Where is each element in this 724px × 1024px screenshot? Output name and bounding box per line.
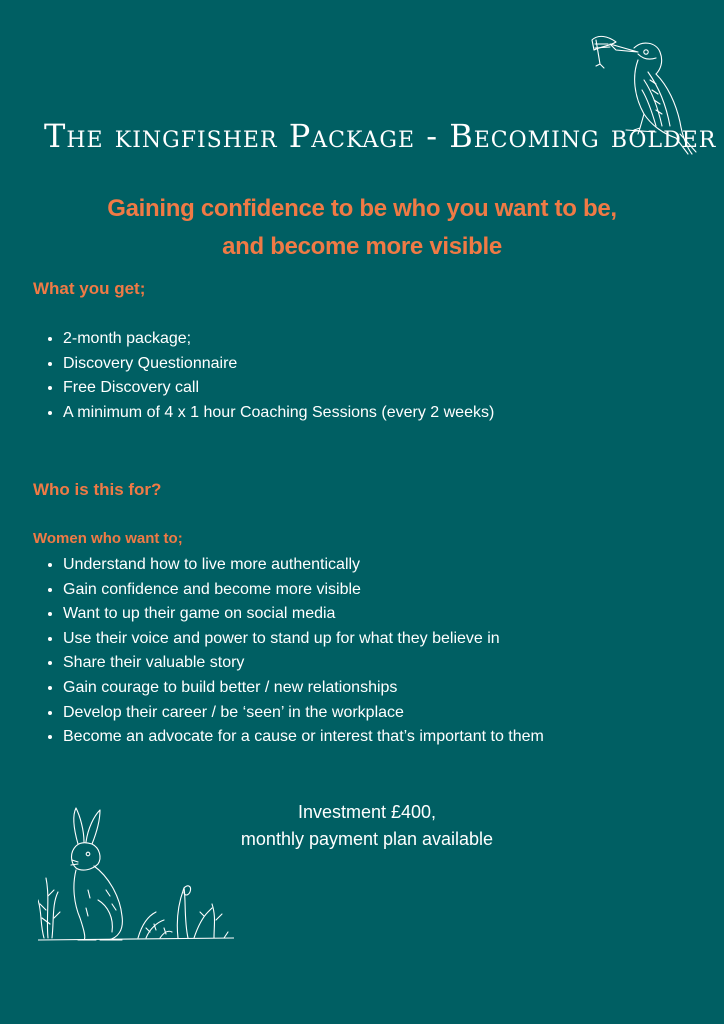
list-item: • Gain courage to build better / new relationships bbox=[63, 676, 544, 701]
list-item: • Understand how to live more authentically bbox=[63, 553, 544, 578]
who-is-this-for-heading: Who is this for? bbox=[33, 480, 162, 499]
investment-info bbox=[200, 799, 534, 853]
investment-price: Investment £400, bbox=[297, 802, 437, 822]
who-is-this-for-list bbox=[33, 553, 544, 750]
page-title: The kingfisher Package - Becoming bolder bbox=[44, 117, 717, 156]
tagline-line-1: Gaining confidence to be who you want to be, bbox=[107, 195, 617, 222]
list-item: • A minimum of 4 x 1 hour Coaching Sessions (every 2 weeks) bbox=[63, 401, 494, 426]
women-who-want-to-subheading: Women who want to; bbox=[33, 530, 183, 547]
tagline-line-2: and become more visible bbox=[222, 233, 502, 260]
list-item: • 2-month package; bbox=[63, 327, 494, 352]
list-item: • Free Discovery call bbox=[63, 376, 494, 401]
list-item: • Gain confidence and become more visible bbox=[63, 578, 544, 603]
list-item: • Want to up their game on social media bbox=[63, 602, 544, 627]
kingfisher-illustration-icon bbox=[586, 30, 704, 160]
list-item: • Discovery Questionnaire bbox=[63, 352, 494, 377]
what-you-get-list bbox=[33, 327, 494, 425]
list-item: • Become an advocate for a cause or interest that’s important to them bbox=[63, 725, 544, 750]
list-item: • Share their valuable story bbox=[63, 651, 544, 676]
tagline bbox=[40, 190, 684, 266]
payment-plan-note: monthly payment plan available bbox=[240, 829, 494, 849]
list-item: • Develop their career / be ‘seen’ in the workplace bbox=[63, 701, 544, 726]
list-item: • Use their voice and power to stand up for what they believe in bbox=[63, 627, 544, 652]
what-you-get-heading: What you get; bbox=[33, 279, 146, 298]
